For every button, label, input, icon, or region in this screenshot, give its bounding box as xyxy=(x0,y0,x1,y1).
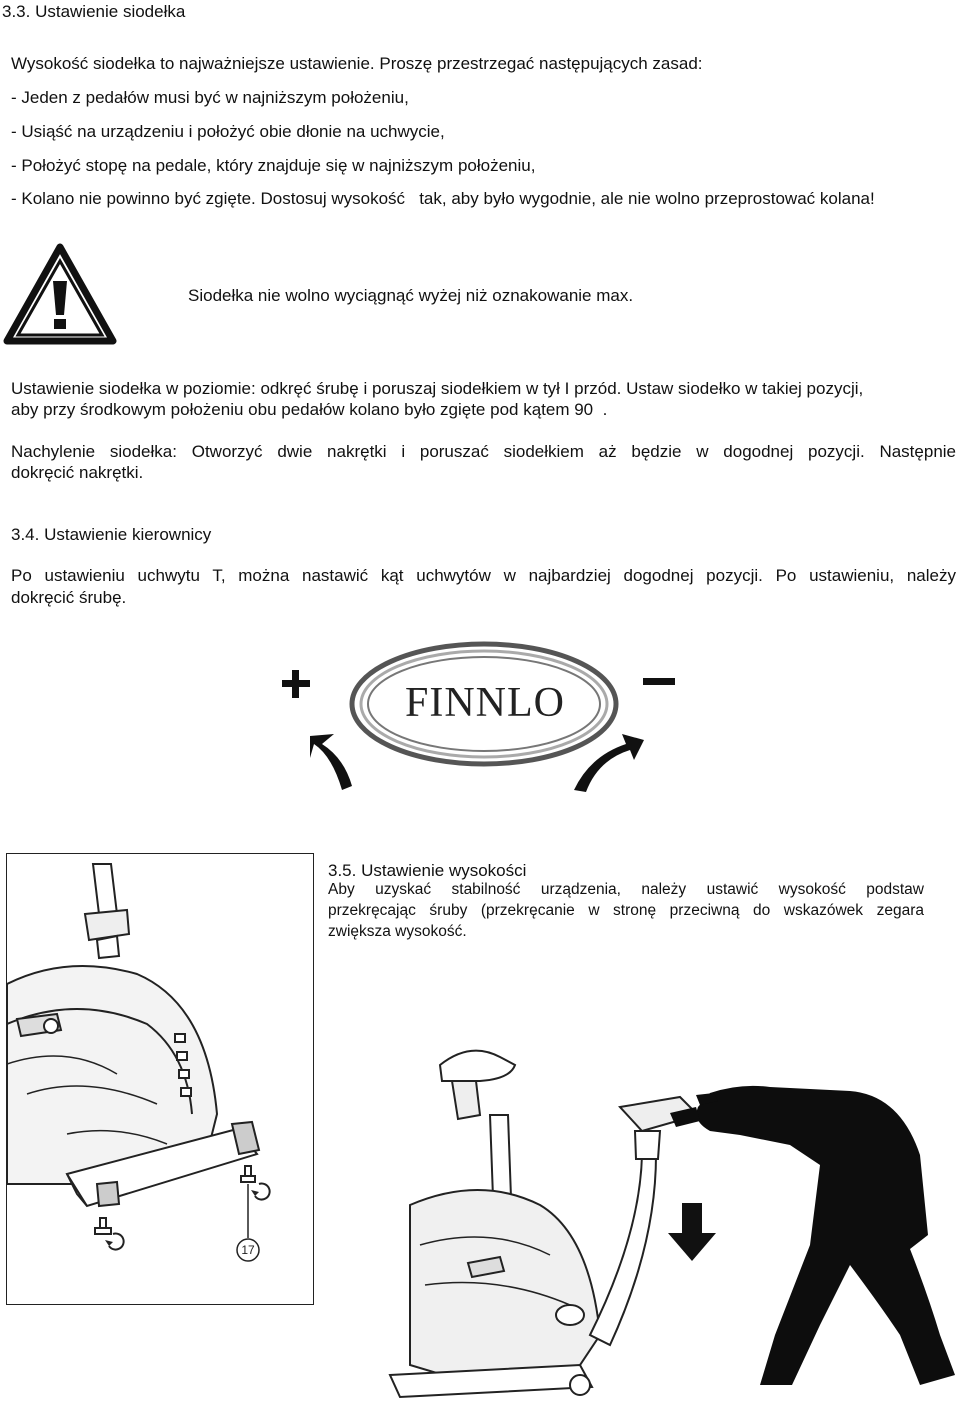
bike-moving-illustration xyxy=(380,1035,960,1405)
section-3-4-heading: 3.4. Ustawienie kierownicy xyxy=(11,525,212,544)
seat-rule-2: - Usiąść na urządzeniu i położyć obie dłonie na uchwycie, xyxy=(11,122,445,141)
seat-intro-text: Wysokość siodełka to najważniejsze ustawienie. Proszę przestrzegać następujących zasad: xyxy=(11,54,703,73)
seat-rule-1: - Jeden z pedałów musi być w najniższym położeniu, xyxy=(11,88,409,107)
seat-tilt-line-1: Nachylenie siodełka: Otworzyć dwie nakrętki i poruszać siodełkiem aż będzie w dogodnej pozycji. Następnie xyxy=(11,442,956,461)
seat-tilt-line-2: dokręcić nakrętki. xyxy=(11,463,144,482)
section-3-3-heading: 3.3. Ustawienie siodełka xyxy=(2,2,186,21)
part-number-label: 17 xyxy=(241,1243,255,1257)
seat-rule-4: - Kolano nie powinno być zgięte. Dostosuj wysokość tak, aby było wygodnie, ale nie wolno przeprostować kolana! xyxy=(11,189,875,208)
finnlo-logo: FINNLO xyxy=(405,680,565,726)
plus-sign xyxy=(292,646,293,647)
height-line-1: Aby uzyskać stabilność urządzenia, należy ustawić wysokość podstaw xyxy=(328,881,924,898)
seat-horizontal-line-1: Ustawienie siodełka w poziomie: odkręć śrubę i poruszaj siodełkiem w tył I przód. Ustaw siodełko w takiej pozycji, xyxy=(11,379,864,398)
height-line-3: zwiększa wysokość. xyxy=(328,923,467,940)
handlebar-adjust-figure xyxy=(270,640,690,810)
height-line-2: przekręcając śruby (przekręcanie w stronę przeciwną do wskazówek zegara xyxy=(328,902,924,919)
section-3-5-heading: 3.5. Ustawienie wysokości xyxy=(328,861,527,880)
minus-sign xyxy=(650,646,651,647)
warning-triangle-icon xyxy=(3,243,117,345)
seat-horizontal-line-2: aby przy środkowym położeniu obu pedałów kolano było zgięte pod kątem 90 . xyxy=(11,400,608,419)
warning-text: Siodełka nie wolno wyciągnąć wyżej niż oznakowanie max. xyxy=(188,286,634,305)
seat-rule-3: - Położyć stopę na pedale, który znajduje się w najniższym położeniu, xyxy=(11,156,536,175)
handlebar-line-1: Po ustawieniu uchwytu T, można nastawić kąt uchwytów w najbardziej dogodnej pozycji. Po ustawieniu, należy xyxy=(11,566,956,585)
foot-adjust-illustration xyxy=(6,853,314,1305)
handlebar-line-2: dokręcić śrubę. xyxy=(11,588,127,607)
